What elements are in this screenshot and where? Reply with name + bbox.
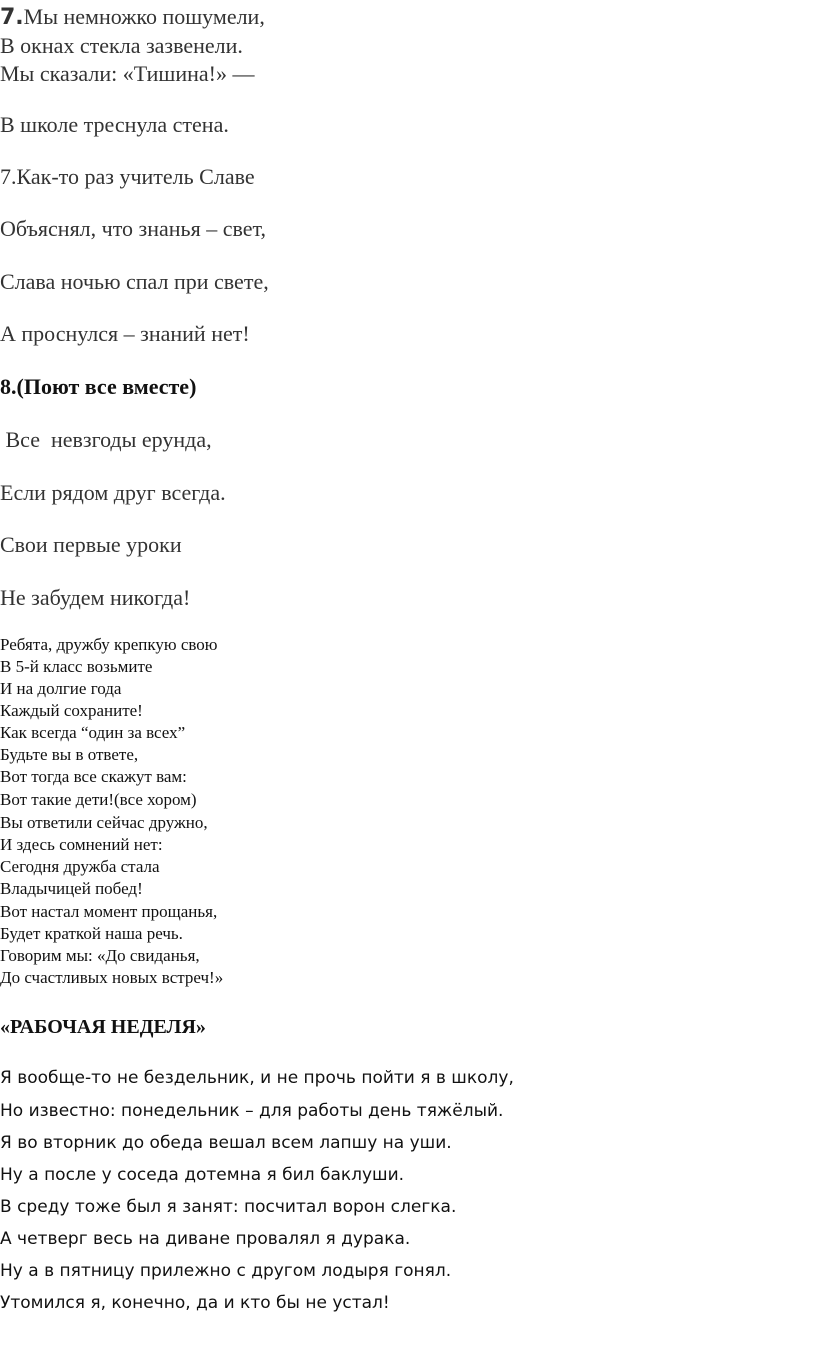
farewell-line: Будет краткой наша речь. — [0, 924, 183, 943]
work-week-line: Я вообще-то не бездельник, и не прочь пойти я в школу, — [0, 1068, 514, 1088]
verse-7b-line-1: 7.Как-то раз учитель Славе — [0, 164, 255, 189]
farewell-line: До счастливых новых встреч!» — [0, 968, 224, 987]
farewell-line: Вот тогда все скажут вам: — [0, 767, 187, 786]
farewell-line: Говорим мы: «До свиданья, — [0, 946, 200, 965]
verse-7a-line-4: В школе треснула стена. — [0, 112, 229, 137]
verse-7a-number: 7. — [0, 5, 24, 30]
work-week-title: «РАБОЧАЯ НЕДЕЛЯ» — [0, 1016, 206, 1038]
farewell-line: Как всегда “один за всех” — [0, 723, 186, 742]
work-week-line: Ну а в пятницу прилежно с другом лодыря гонял. — [0, 1261, 452, 1281]
verse-8-line-3: Свои первые уроки — [0, 532, 182, 557]
farewell-line: В 5-й класс возьмите — [0, 657, 153, 676]
work-week-line: А четверг весь на диване провалял я дурака. — [0, 1229, 411, 1249]
farewell-line: И на долгие года — [0, 679, 122, 698]
verse-7a-line-3: Мы сказали: «Тишина!» — — [0, 61, 255, 86]
farewell-line: Вот такие дети!(все хором) — [0, 790, 197, 809]
work-week-line: Но известно: понедельник – для работы день тяжёлый. — [0, 1101, 504, 1121]
verse-7a-line-2: В окнах стекла зазвенели. — [0, 33, 243, 58]
farewell-line: Вот настал момент прощанья, — [0, 902, 218, 921]
verse-7b-line-4: А проснулся – знаний нет! — [0, 321, 250, 346]
verse-8-heading: 8.(Поют все вместе) — [0, 374, 197, 399]
farewell-line: Сегодня дружба стала — [0, 857, 160, 876]
work-week-line: Утомился я, конечно, да и кто бы не устал! — [0, 1293, 390, 1313]
verse-8-line-4: Не забудем никогда! — [0, 585, 191, 610]
work-week-line: В среду тоже был я занят: посчитал ворон слегка. — [0, 1197, 457, 1217]
farewell-line: Вы ответили сейчас дружно, — [0, 813, 208, 832]
farewell-line: Владычицей побед! — [0, 879, 143, 898]
verse-7b-line-2: Объяснял, что знанья – свет, — [0, 216, 266, 241]
verse-8-line-1: Все невзгоды ерунда, — [0, 427, 212, 452]
work-week-line: Я во вторник до обеда вешал всем лапшу на уши. — [0, 1133, 452, 1153]
verse-7a-line-1: 7.Мы немножко пошумели, — [0, 4, 265, 30]
verse-8-line-2: Если рядом друг всегда. — [0, 480, 226, 505]
farewell-line: Ребята, дружбу крепкую свою — [0, 635, 218, 654]
verse-7b-line-3: Слава ночью спал при свете, — [0, 269, 269, 294]
farewell-line: Каждый сохраните! — [0, 701, 143, 720]
farewell-line: И здесь сомнений нет: — [0, 835, 163, 854]
farewell-line: Будьте вы в ответе, — [0, 745, 139, 764]
work-week-line: Ну а после у соседа дотемна я бил баклуши. — [0, 1165, 405, 1185]
